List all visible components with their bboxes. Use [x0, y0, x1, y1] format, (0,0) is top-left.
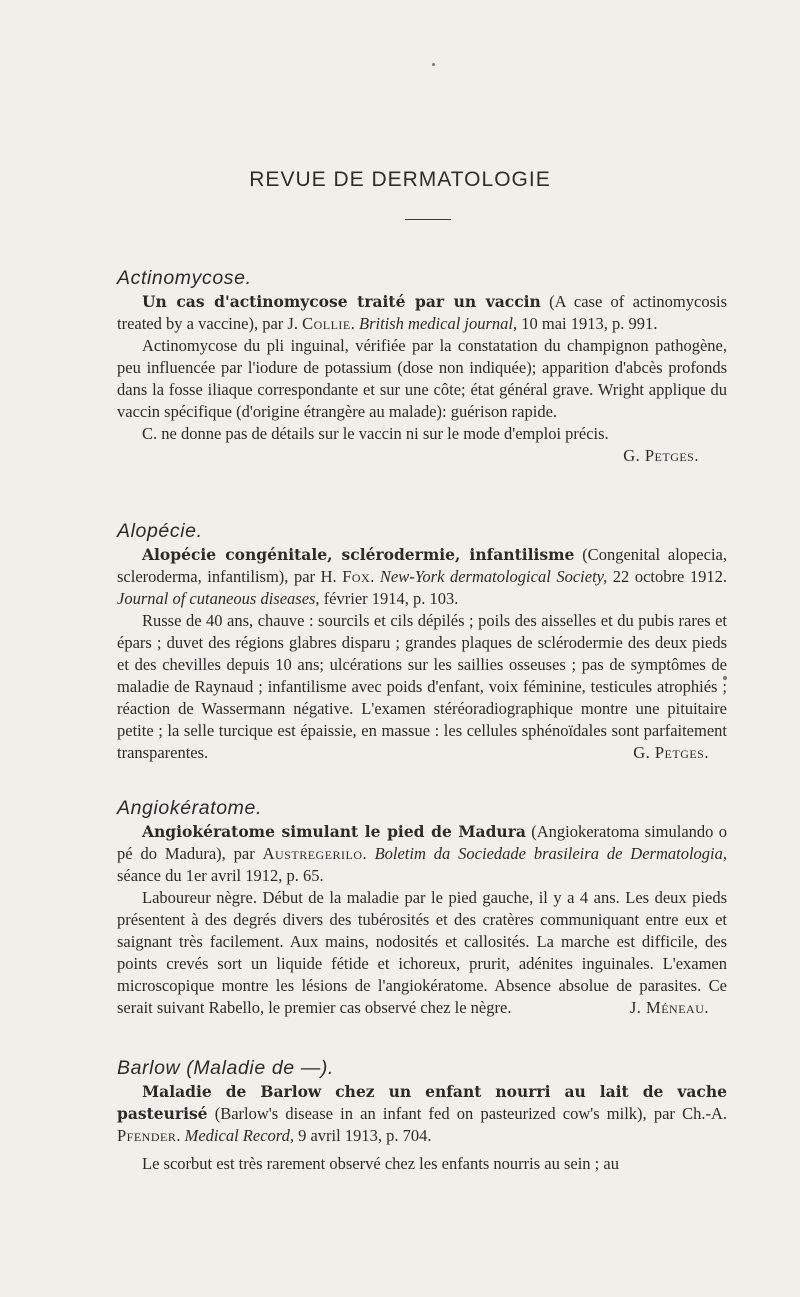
article-title: Angiokératome simulant le pied de Madura [142, 822, 526, 841]
citation-text: février 1914, p. 103. [319, 589, 459, 608]
citation-text: (Congenital alopecia, scleroderma, infantilism), par H. [117, 545, 727, 586]
body-paragraph: Actinomycose du pli inguinal, vérifiée par la constatation du champignon pathogène, peu influencée par l'iodure de potassium (dose non indiquée); apparition d'abcès profonds dans la fosse iliaque correspondante et sur une côte; état général grave. Wright applique du vaccin spécifique (d'origine étrangère au malade): guérison rapide. [117, 336, 727, 421]
article-citation [117, 544, 727, 610]
citation-text: 22 octobre 1912. [607, 567, 727, 586]
journal-name: Boletim da Sociedade brasileira de Dermatologia, [374, 844, 727, 863]
author-name: Fox [342, 567, 371, 586]
body-paragraph: C. ne donne pas de détails sur le vaccin ni sur le mode d'emploi précis. [142, 424, 609, 443]
article-title: Un cas d'actinomycose traité par un vaccin [142, 292, 541, 311]
citation-text: . [370, 567, 380, 586]
page-title: REVUE DE DERMATOLOGIE [249, 168, 551, 191]
signature: J. Méneau. [629, 998, 709, 1017]
body-paragraph [117, 887, 727, 1019]
section-heading: Actinomycose. [117, 267, 252, 289]
signature: G. Petges. [623, 446, 699, 465]
journal-name: New-York dermatological Society, [379, 567, 608, 586]
citation-text: séance du 1er avril 1912, p. 65. [117, 866, 324, 885]
section-angiokeratome [117, 795, 727, 1019]
citation-text: . [350, 314, 359, 333]
section-barlow [117, 1055, 727, 1175]
citation-text: 9 avril 1913, p. 704. [293, 1126, 432, 1145]
citation-text: . [362, 844, 375, 863]
body-text: Russe de 40 ans, chauve : sourcils et cils dépilés ; poils des aisselles et du pubis rares et épars ; duvet des régions glabres disparu ; grandes plaques de sclérodermie des deux pieds et des chevilles depuis 10 ans; ulcérations sur les saillies osseuses ; pas de symptômes de maladie de Raynaud ; infantilisme avec poids d'enfant, voix féminine, testicules atrophiés ; réaction de Wassermann négative. L'examen stéréoradiographique montre une pituitaire petite ; la selle turcique est épaissie, en massue : les cellules sphénoïdales sont parfaitement transparentes. [117, 611, 727, 762]
body-paragraph: Le scorbut est très rarement observé chez les enfants nourris au sein ; au [142, 1154, 619, 1173]
section-actinomycose [117, 265, 727, 467]
author-name: Pfender [117, 1126, 177, 1145]
journal-name: Journal of cutaneous diseases, [117, 589, 320, 608]
citation-text: (Barlow's disease in an infant fed on pasteurized cow's milk), par Ch.-A. [207, 1104, 727, 1123]
article-title: Alopécie congénitale, sclérodermie, infantilisme [142, 545, 575, 564]
body-paragraph [117, 610, 727, 764]
body-text: Laboureur nègre. Début de la maladie par le pied gauche, il y a 4 ans. Les deux pieds présentent à des degrés divers des tubérosités et des cratères communiquant entre eux et saignant très facilement. Aux mains, nodosités et callosités. La marche est difficile, des points crevés sort un liquide fétide et ichoreux, prurit, adénites inguinales. L'examen microscopique montre les lésions de l'angiokératome. Absence absolue de parasites. Ce serait suivant Rabello, le premier cas observé chez le nègre. [117, 888, 727, 1017]
author-name: Austregerilo [262, 844, 363, 863]
signature: G. Petges. [633, 743, 709, 762]
speck [432, 63, 435, 66]
section-heading: Angiokératome. [117, 797, 262, 819]
journal-name: British medical journal, [359, 314, 518, 333]
citation-text: . [176, 1126, 185, 1145]
citation-text: (A case of actinomycosis treated by a vaccine), par J. [117, 292, 727, 333]
section-heading: Alopécie. [117, 520, 203, 542]
citation-text: (Angiokeratoma simulando o pé do Madura), par [117, 822, 727, 863]
article-citation [117, 1081, 727, 1147]
article-title: Maladie de Barlow chez un enfant nourri au lait de vache pasteurisé [117, 1082, 727, 1123]
section-alopecie [117, 518, 727, 764]
article-citation [117, 291, 727, 335]
citation-text: 10 mai 1913, p. 991. [517, 314, 658, 333]
title-rule [405, 219, 451, 220]
journal-name: Medical Record, [184, 1126, 294, 1145]
section-heading: Barlow (Maladie de —). [117, 1057, 334, 1079]
author-name: Collie [302, 314, 351, 333]
article-citation [117, 821, 727, 887]
